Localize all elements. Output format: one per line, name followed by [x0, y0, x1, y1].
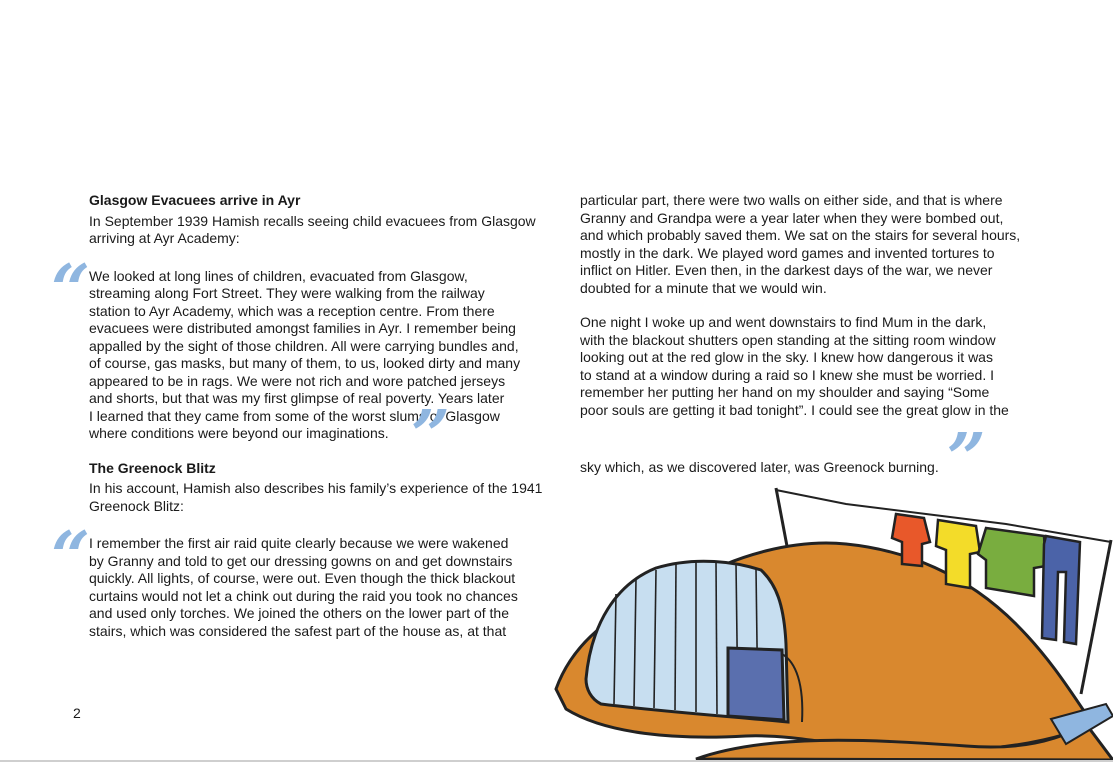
shelter-door	[728, 648, 784, 720]
right-column	[580, 192, 1050, 499]
intro-blitz: In his account, Hamish also describes his family’s experience of the 1941 Greenock Blitz:	[89, 480, 543, 514]
quote-evacuees: “ We looked at long lines of children, evacuated from Glasgow, streaming along Fort Street. They were walking from the railway station to Ayr Academy, which was a reception centre. From there evacuees were distributed amongst families in Ayr. I remember being appalled by the sight of those children. All were carrying bundles and, of course, gas masks, but many of them, to us, looked dirty and many appeared to be in rags. We were not rich and wore patched jerseys and shorts, but that was my first glimpse of real poverty. Years later I learned that they came from some of the worst slums of Glasgow where conditions were beyond our imaginations. ”	[51, 249, 521, 476]
continued-paragraph: particular part, there were two walls on either side, and that is where Granny and Grandpa were a year later when they were bombed out, and which probably saved them. We sat on the stairs for several hours, mostly in the dark. We played word games and invented tortures to inflict on Hitler. Even then, in the darkest days of the war, we never doubted for a minute that we would win.	[580, 192, 1021, 296]
close-quote-icon: ”	[411, 395, 451, 476]
green-jumper	[978, 528, 1046, 596]
quote-blitz: “ I remember the first air raid quite clearly because we were wakened by Granny and told to get our dressing gowns on and get downstairs quickly. All lights, of course, were out. Even though the thick blackout curtains would not let a chink out during the raid you took no chances and used only torches. We joined the others on the lower part of the stairs, which was considered the safest part of the house as, at that	[51, 517, 518, 639]
intro-evacuees: In September 1939 Hamish recalls seeing child evacuees from Glasgow arriving at Ayr Academy:	[89, 212, 536, 246]
close-quote-icon: ”	[946, 419, 986, 499]
open-quote-icon: “	[51, 517, 91, 597]
anderson-shelter-illustration	[546, 484, 1113, 760]
blue-trousers	[1042, 536, 1080, 644]
page-number: 2	[73, 705, 81, 721]
left-column	[51, 192, 559, 640]
section-heading-evacuees: Glasgow Evacuees arrive in Ayr	[89, 192, 301, 208]
night-paragraph: One night I woke up and went downstairs to find Mum in the dark, with the blackout shutters open standing at the sitting room window looking out at the red glow in the sky. I knew how dangerous it was to stand at a window during a raid so I knew she must be worried. I remember her putting her hand on my shoulder and saying “Some poor souls are getting it bad tonight”. I could see the great glow in the sky which, as we discovered later, was Greenock burning. ”	[580, 314, 1009, 499]
open-quote-icon: “	[51, 249, 91, 330]
washing-line-post-right	[1081, 540, 1111, 694]
section-heading-blitz: The Greenock Blitz	[89, 459, 216, 476]
